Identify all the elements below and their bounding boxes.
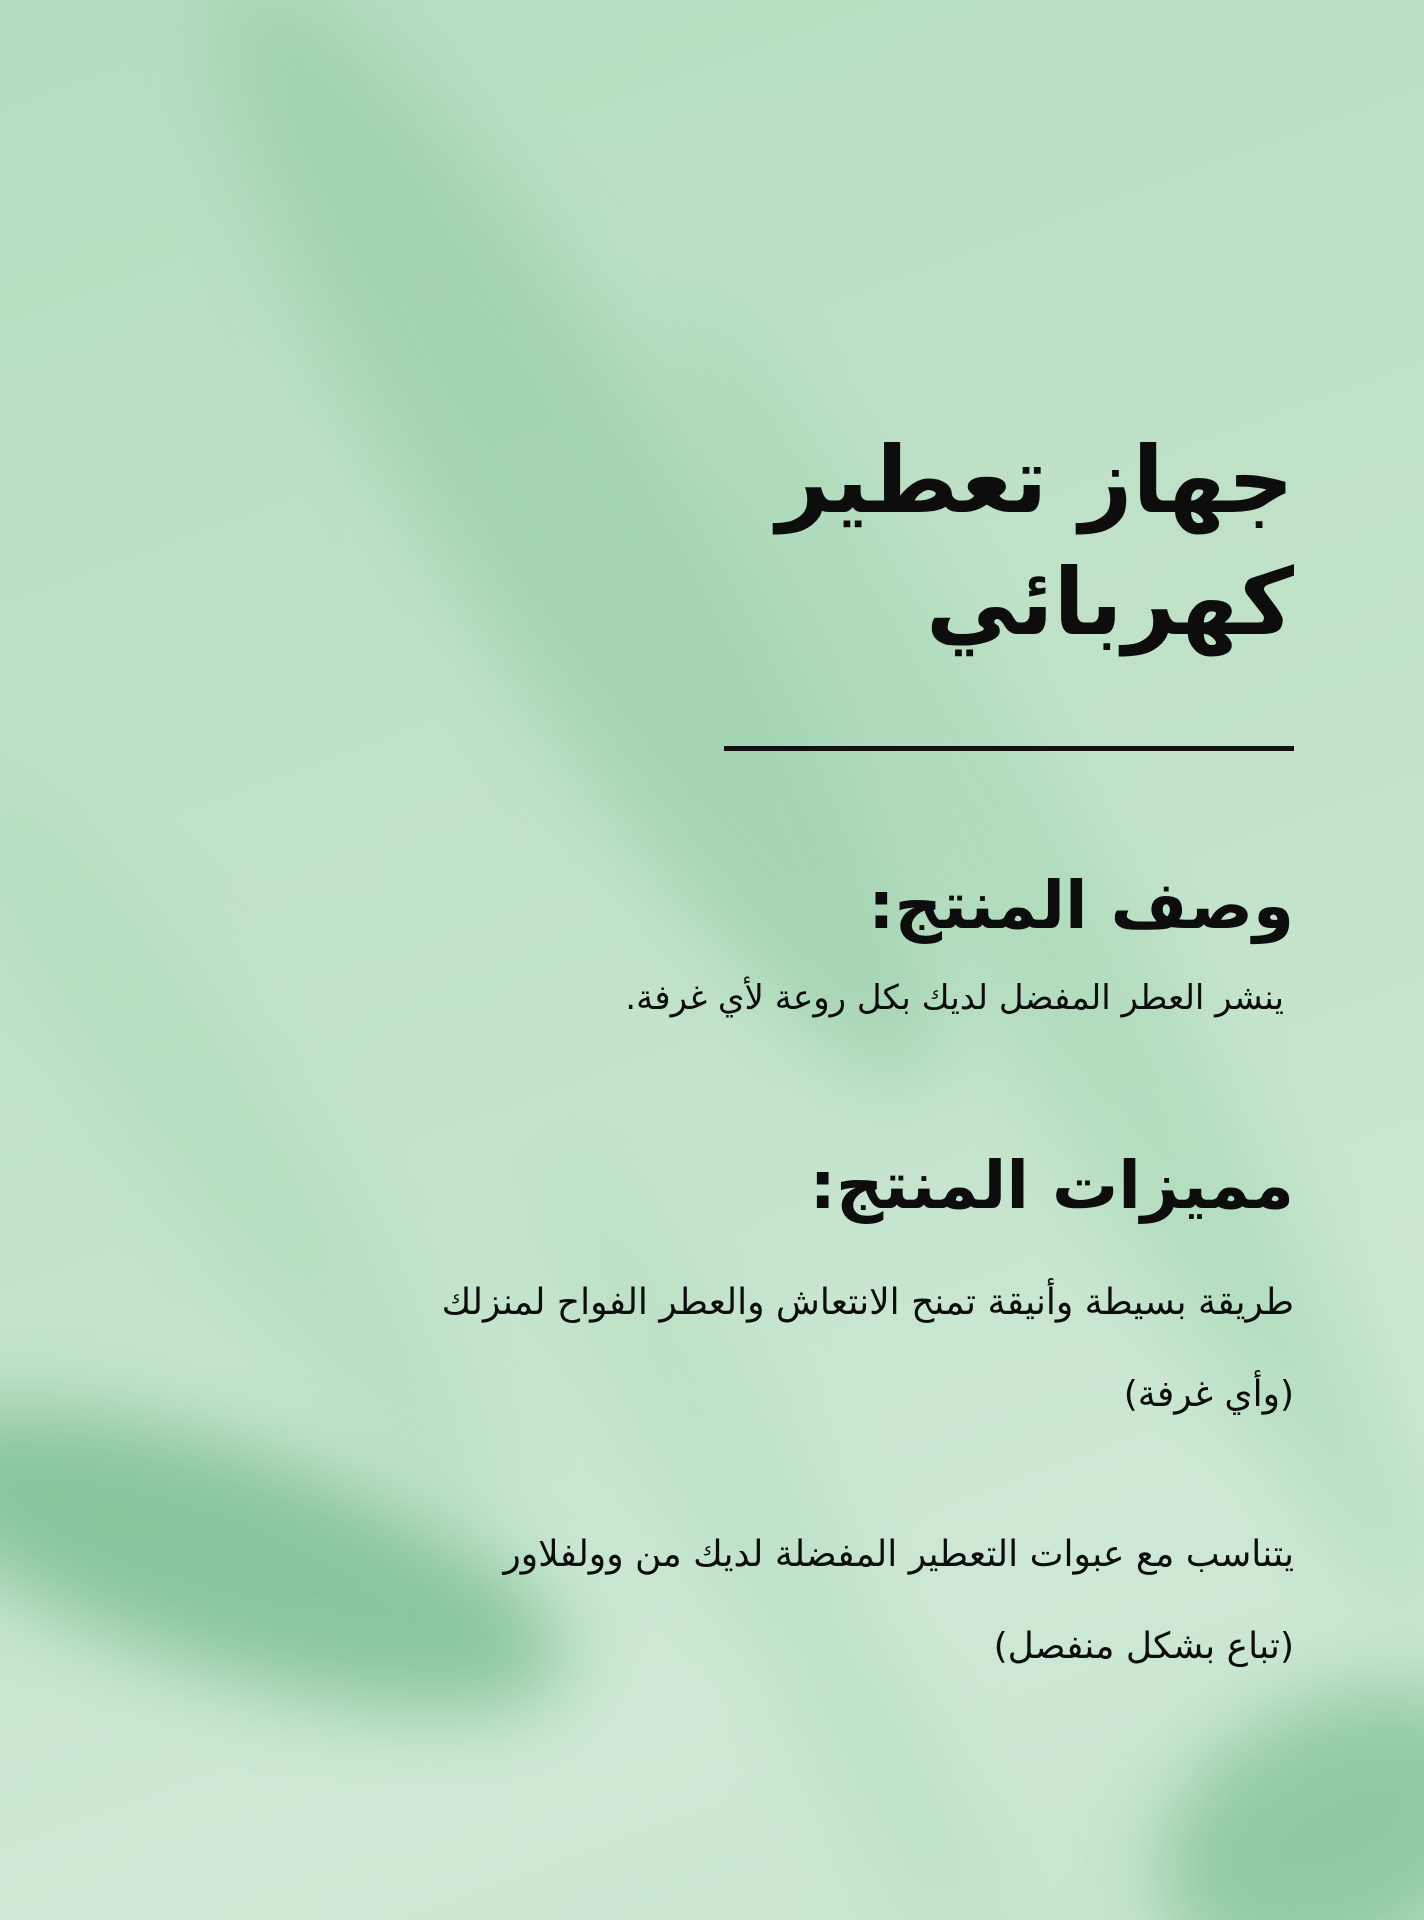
title-divider (724, 746, 1294, 751)
description-text: ينشر العطر المفضل لديك بكل روعة لأي غرفة. (625, 978, 1284, 1018)
feature-line: يتناسب مع عبوات التعطير المفضلة لديك من وولفلاور (503, 1534, 1294, 1575)
description-heading: وصف المنتج: (868, 867, 1294, 944)
product-title-line-1: جهاز تعطير (776, 427, 1294, 534)
feature-line: (تباع بشكل منفصل) (993, 1626, 1294, 1667)
product-title-line-2: كهربائي (925, 549, 1294, 656)
product-title (594, 420, 1294, 664)
product-info (114, 420, 1294, 1693)
feature-line: طريقة بسيطة وأنيقة تمنح الانتعاش والعطر الفواح لمنزلك (441, 1282, 1294, 1323)
feature-item (114, 1257, 1294, 1441)
features-heading: مميزات المنتج: (809, 1147, 1294, 1224)
feature-line: (وأي غرفة) (1123, 1374, 1294, 1415)
feature-item (114, 1509, 1294, 1693)
